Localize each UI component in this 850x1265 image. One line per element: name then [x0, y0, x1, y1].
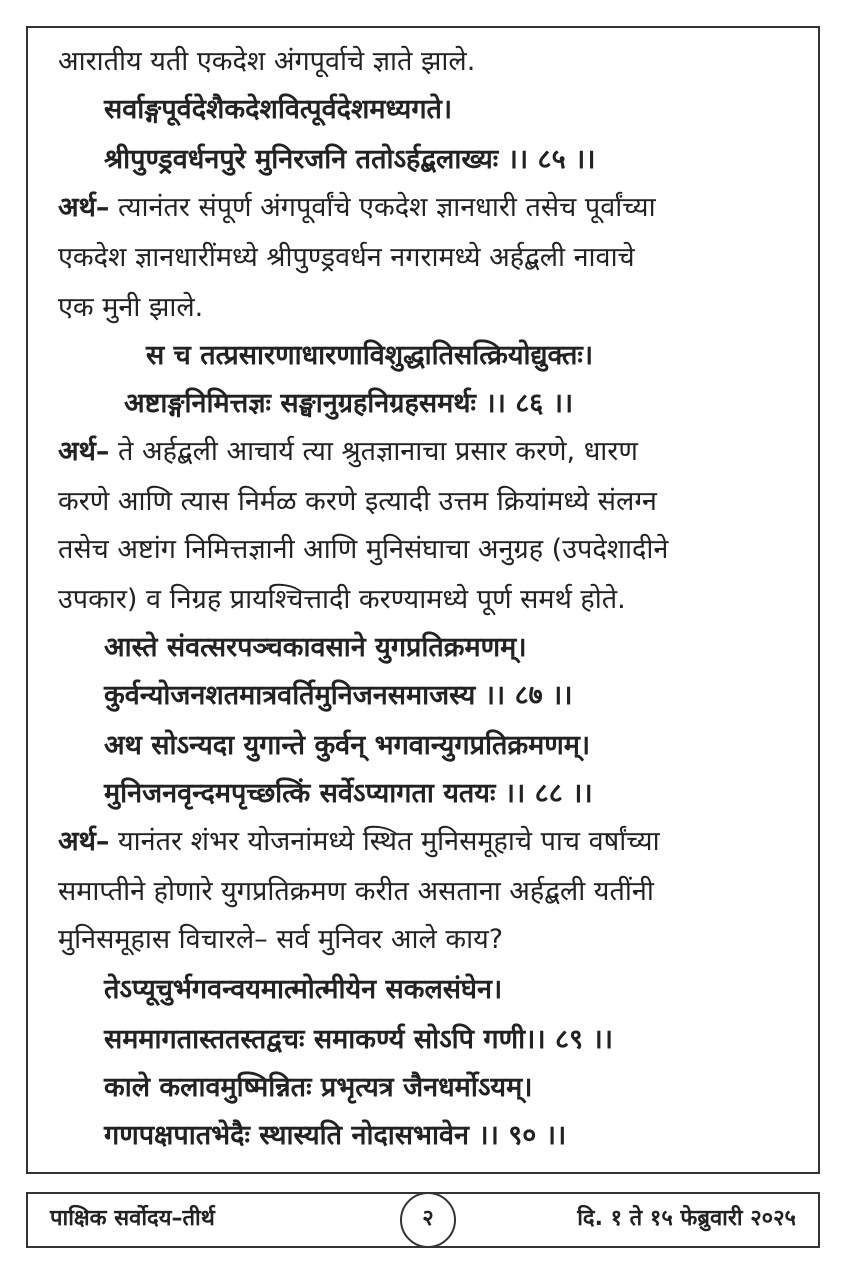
meaning-line: उपकार) व निग्रह प्रायश्चित्तादी करण्यामध्ये पूर्ण समर्थ होते.	[58, 584, 626, 615]
text-line: आरातीय यती एकदेश अंगपूर्वाचे ज्ञाते झाले.	[58, 46, 476, 77]
verse-line: अष्टाङ्गनिमित्तज्ञः सङ्घानुग्रहनिग्रहसमर्थः ।। ८६ ।।	[124, 388, 574, 419]
meaning-label: अर्थ–	[58, 192, 110, 223]
issue-date: दि. १ ते १५ फेब्रुवारी २०२५	[577, 1206, 796, 1231]
meaning-line	[58, 822, 660, 862]
page-number: २	[400, 1192, 456, 1248]
verse-line: सममागतास्ततस्तद्वचः समाकर्ण्य सोऽपि गणी।। ८९ ।।	[104, 1024, 613, 1055]
verse-line: तेऽप्यूचुर्भगवन्वयमात्मोत्मीयेन सकलसंघेन।	[104, 974, 503, 1005]
meaning-line	[58, 432, 638, 472]
meaning-line	[58, 188, 656, 228]
verse-line: कुर्वन्योजनशतमात्रवर्तिमुनिजनसमाजस्य ।। ८७ ।।	[104, 680, 573, 711]
meaning-line: तसेच अष्टांग निमित्तज्ञानी आणि मुनिसंघाचा अनुग्रह (उपदेशादीने	[58, 534, 669, 565]
verse-line: गणपक्षपातभेदैः स्थास्यति नोदासभावेन ।। ९० ।।	[104, 1120, 567, 1151]
verse-line: आस्ते संवत्सरपञ्चकावसाने युगप्रतिक्रमणम्।	[104, 632, 527, 663]
meaning-label: अर्थ–	[58, 826, 110, 857]
meaning-line: मुनिसमूहास विचारले– सर्व मुनिवर आले काय?	[58, 924, 504, 955]
meaning-label: अर्थ–	[58, 436, 110, 467]
meaning-text: ते अर्हद्बली आचार्य त्या श्रुतज्ञानाचा प्रसार करणे, धारण	[117, 436, 638, 467]
meaning-text: यानंतर शंभर योजनांमध्ये स्थित मुनिसमूहाचे पाच वर्षांच्या	[117, 826, 660, 857]
meaning-text: त्यानंतर संपूर्ण अंगपूर्वांचे एकदेश ज्ञानधारी तसेच पूर्वांच्या	[117, 192, 656, 223]
verse-line: काले कलावमुष्मिन्नितः प्रभृत्यत्र जैनधर्मोऽयम्।	[104, 1072, 533, 1103]
verse-line: श्रीपुण्ड्रवर्धनपुरे मुनिरजनि ततोऽर्हद्बलाख्यः ।। ८५ ।।	[104, 144, 596, 175]
magazine-title: पाक्षिक सर्वोदय–तीर्थ	[50, 1206, 215, 1231]
meaning-line: एकदेश ज्ञानधारींमध्ये श्रीपुण्ड्रवर्धन नगरामध्ये अर्हद्बली नावाचे	[58, 242, 635, 273]
meaning-line: समाप्तीने होणारे युगप्रतिक्रमण करीत असताना अर्हद्बली यतींनी	[58, 876, 654, 907]
meaning-line: करणे आणि त्यास निर्मळ करणे इत्यादी उत्तम क्रियांमध्ये संलग्न	[58, 486, 657, 517]
verse-line: अथ सोऽन्यदा युगान्ते कुर्वन् भगवान्युगप्रतिक्रमणम्।	[104, 730, 591, 761]
verse-line: सर्वाङ्गपूर्वदेशैकदेशवित्पूर्वदेशमध्यगते।	[104, 94, 453, 125]
page-footer	[26, 1192, 820, 1248]
meaning-line: एक मुनी झाले.	[58, 292, 204, 323]
verse-line: स च तत्प्रसारणाधारणाविशुद्धातिसत्क्रियोद्युक्तः।	[146, 340, 594, 371]
verse-line: मुनिजनवृन्दमपृच्छत्किं सर्वेऽप्यागता यतयः ।। ८८ ।।	[104, 778, 593, 809]
